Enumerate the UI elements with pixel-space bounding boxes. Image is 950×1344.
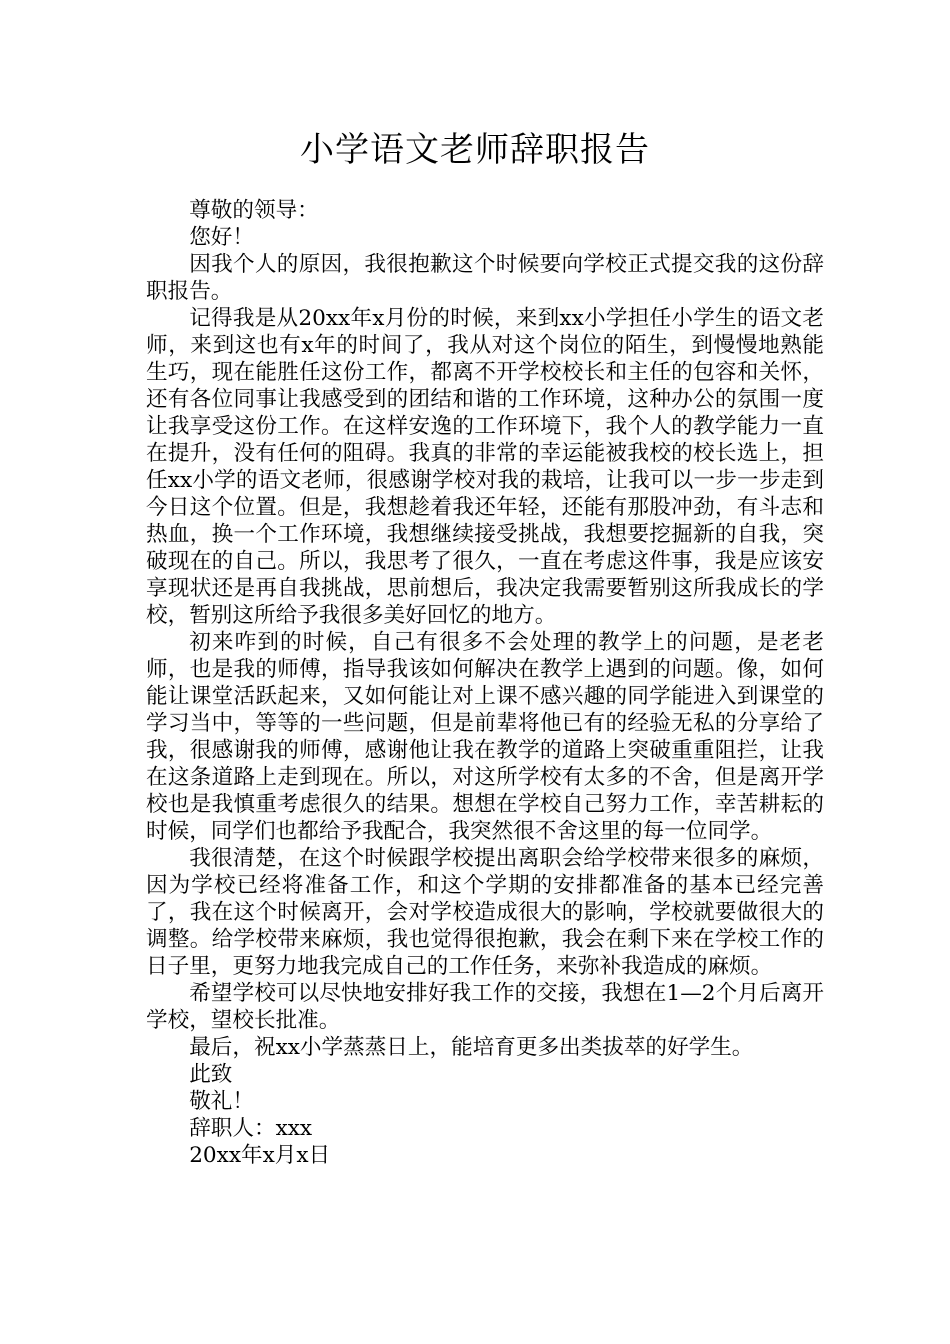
greeting: 您好！ [189,225,254,250]
salutation: 尊敬的领导： [189,198,319,223]
paragraph-1: 因我个人的原因，我很抱歉这个时候要向学校正式提交我的这份辞职报告。 [146,252,824,304]
document-title: 小学语文老师辞职报告 [300,130,650,170]
signature: 辞职人：xxx [189,1116,313,1141]
closing: 此致 [189,1062,233,1087]
paragraph-2: 记得我是从20xx年x月份的时候，来到xx小学担任小学生的语文老师，来到这也有x年的时间了，我从对这个岗位的陌生，到慢慢地熟能生巧，现在能胜任这份工作，都离不开学校校长和主任的包容和关怀，还有各位同事让我感受到的团结和谐的工作环境，这种办公的氛围一度让我享受这份工作。在这样安逸的工作环境下，我个人的教学能力一直在提升，没有任何的阻碍。我真的非常的幸运能被我校的校长选上，担任xx小学的语文老师，很感谢学校对我的栽培，让我可以一步一步走到今日这个位置。但是，我想趁着我还年轻，还能有那股冲劲，有斗志和热血，换一个工作环境，我想继续接受挑战，我想要挖掘新的自我，突破现在的自己。所以，我思考了很久，一直在考虑这件事，我是应该安享现状还是再自我挑战，思前想后，我决定我需要暂别这所我成长的学校，暂别这所给予我很多美好回忆的地方。 [146,306,824,628]
paragraph-6: 最后，祝xx小学蒸蒸日上，能培育更多出类拔萃的好学生。 [189,1035,754,1060]
paragraph-3: 初来咋到的时候，自己有很多不会处理的教学上的问题，是老老师，也是我的师傅，指导我该如何解决在教学上遇到的问题。像，如何能让课堂活跃起来，又如何能让对上课不感兴趣的同学能进入到课堂的学习当中，等等的一些问题，但是前辈将他已有的经验无私的分享给了我，很感谢我的师傅，感谢他让我在教学的道路上突破重重阻拦，让我在这条道路上走到现在。所以，对这所学校有太多的不舍，但是离开学校也是我慎重考虑很久的结果。想想在学校自己努力工作，幸苦耕耘的时候，同学们也都给予我配合，我突然很不舍这里的每一位同学。 [146,630,824,844]
date: 20xx年x月x日 [189,1143,331,1168]
regards: 敬礼！ [189,1089,254,1114]
paragraph-5: 希望学校可以尽快地安排好我工作的交接，我想在1—2个月后离开学校，望校长批准。 [146,981,824,1033]
document-body [146,197,824,1169]
paragraph-4: 我很清楚，在这个时候跟学校提出离职会给学校带来很多的麻烦，因为学校已经将准备工作，和这个学期的安排都准备的基本已经完善了，我在这个时候离开，会对学校造成很大的影响，学校就要做很大的调整。给学校带来麻烦，我也觉得很抱歉，我会在剩下来在学校工作的日子里，更努力地我完成自己的工作任务，来弥补我造成的麻烦。 [146,846,824,979]
